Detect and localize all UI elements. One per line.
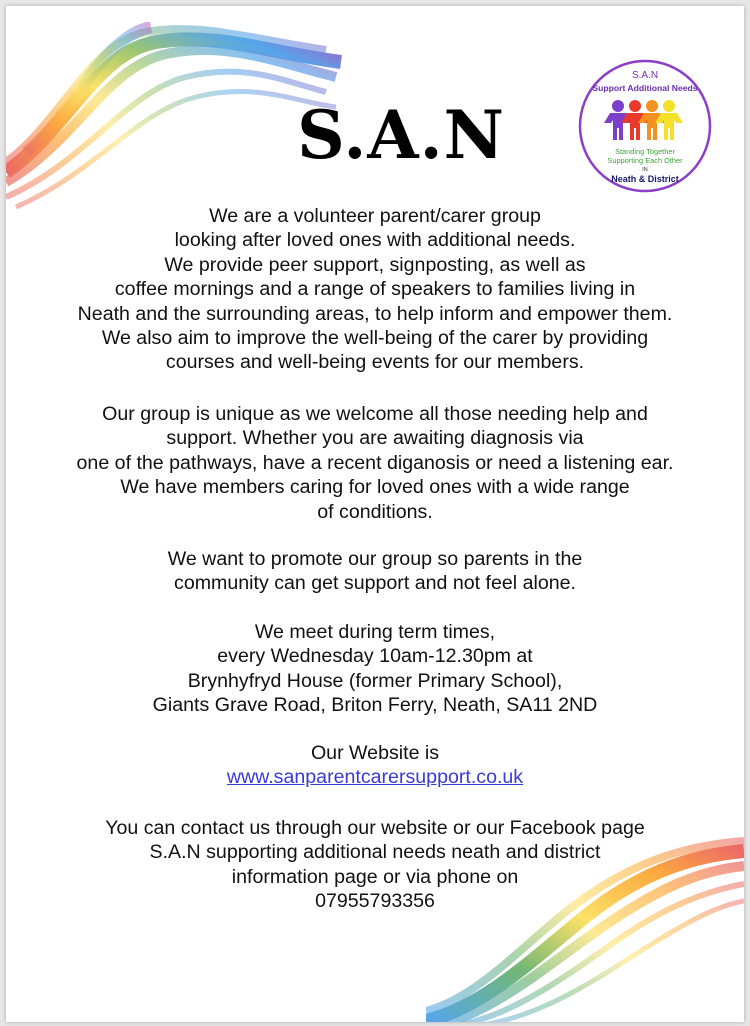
contact-line: You can contact us through our website or our Facebook page — [105, 817, 645, 839]
intro-line: coffee mornings and a range of speakers to families living in — [114, 278, 636, 301]
meeting-line: Giants Grave Road, Briton Ferry, Neath, SA11 2ND — [152, 694, 598, 717]
unique-paragraph — [36, 402, 714, 524]
unique-line: We have members caring for loved ones with a wide range — [120, 476, 630, 499]
logo-location: Neath & District — [611, 174, 679, 184]
intro-line: We provide peer support, signposting, as well as — [164, 253, 586, 276]
logo-motto-line2: Supporting Each Other — [607, 156, 683, 165]
promote-paragraph — [36, 547, 714, 596]
promote-line: We want to promote our group so parents in the — [167, 548, 583, 570]
intro-line: We are a volunteer parent/carer group — [209, 205, 541, 227]
website-label: Our Website is — [310, 742, 440, 764]
website-paragraph — [36, 741, 714, 790]
contact-paragraph — [36, 816, 714, 914]
logo-top-text: S.A.N — [631, 70, 659, 81]
page-title: S.A.N — [297, 96, 505, 174]
flyer-page — [6, 6, 744, 1022]
unique-line: of conditions. — [317, 500, 433, 523]
promote-line: community can get support and not feel alone. — [174, 572, 576, 595]
meeting-line: We meet during term times, — [254, 621, 496, 643]
intro-line: We also aim to improve the well-being of the carer by providing — [101, 327, 649, 350]
website-link[interactable]: www.sanparentcarersupport.co.uk — [226, 766, 524, 789]
meeting-paragraph — [36, 620, 714, 718]
unique-line: support. Whether you are awaiting diagnosis via — [166, 427, 584, 450]
logo-motto-in: IN — [642, 167, 648, 173]
phone-number: 07955793356 — [315, 890, 435, 913]
intro-paragraph — [36, 204, 714, 375]
unique-line: Our group is unique as we welcome all those needing help and — [102, 403, 648, 425]
contact-line: S.A.N supporting additional needs neath and district — [149, 841, 601, 864]
logo-subtitle: Support Additional Needs — [592, 83, 698, 93]
san-logo — [575, 56, 715, 196]
meeting-line: every Wednesday 10am-12.30pm at — [217, 645, 533, 668]
intro-line: courses and well-being events for our members. — [165, 351, 585, 374]
meeting-line: Brynhyfryd House (former Primary School), — [187, 669, 563, 692]
unique-line: one of the pathways, have a recent diganosis or need a listening ear. — [76, 451, 674, 474]
contact-line: information page or via phone on — [231, 865, 519, 888]
intro-line: Neath and the surrounding areas, to help inform and empower them. — [77, 302, 673, 325]
logo-motto-line1: Standing Together — [615, 147, 675, 156]
intro-line: looking after loved ones with additional needs. — [174, 229, 576, 252]
